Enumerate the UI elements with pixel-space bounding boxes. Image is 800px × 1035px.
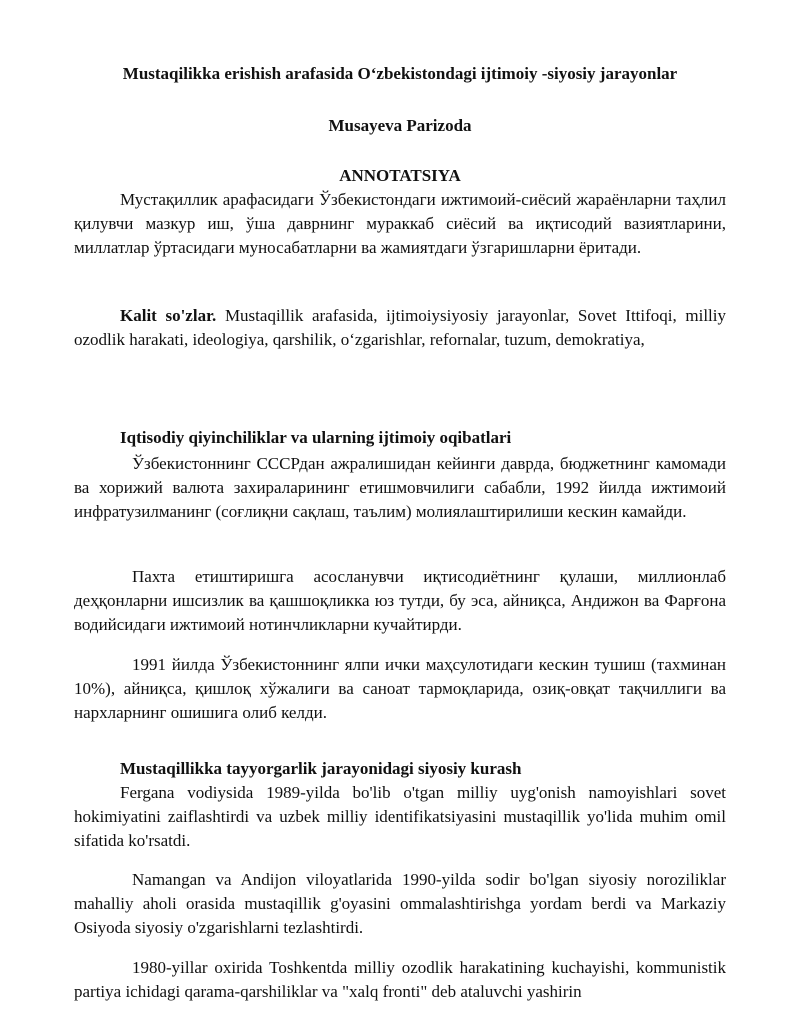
paragraph: 1991 йилда Ўзбекистоннинг ялпи ички маҳсулотидаги кескин тушиш (тахминан 10%), айниқса, қишлоқ хўжалиги ва саноат тармоқларида, озиқ-овқат тақчиллиги ва нархларнинг ошишига олиб келди. [74,655,726,722]
annotation-heading: ANNOTATSIYA [339,166,461,185]
paragraph: Fergana vodiysida 1989-yilda bo'lib o'tgan milliy uyg'onish namoyishlari sovet hokimiyatini zaiflashtirdi va uzbek milliy identifikatsiyasini mustaqillik yo'lida muhim omil sifatida ko'rsatdi. [74,783,726,850]
section-heading-economic: Iqtisodiy qiyinchiliklar va ularning ijtimoiy oqibatlari [120,428,512,447]
document-title: Mustaqilikka erishish arafasida O‘zbekistondagi ijtimoiy -siyosiy jarayonlar [122,64,678,83]
keywords-paragraph [74,304,726,352]
paragraph: Namangan va Andijon viloyatlarida 1990-yilda sodir bo'lgan siyosiy noroziliklar mahalliy aholi orasida mustaqillik g'oyasini ommalashtirishga yordam berdi va Markaziy Osiyoda siyosiy o'zgarishlarni tezlashtirdi. [74,870,726,937]
paragraph: Ўзбекистоннинг СССРдан ажралишидан кейинги даврда, бюджетнинг камомади ва хорижий валюта захираларининг етишмовчилиги сабабли, 1992 йилда ижтимоий инфратузилманинг (соғлиқни сақлаш, таълим) молиялаштирилиши кескин камайди. [74,454,726,521]
paragraph: 1980-yillar oxirida Toshkentda milliy ozodlik harakatining kuchayishi, kommunistik partiya ichidagi qarama-qarshiliklar va "xalq fronti" deb ataluvchi yashirin [74,958,726,1001]
section-heading-political: Mustaqillikka tayyorgarlik jarayonidagi siyosiy kurash [120,759,522,778]
keywords-label: Kalit so'zlar. [120,306,217,325]
paragraph: Пахта етиштиришга асосланувчи иқтисодиётнинг қулаши, миллионлаб деҳқонларни ишсизлик ва қашшоқликка юз тутди, бу эса, айниқса, Андижон ва Фарғона водийсидаги ижтимоий нотинчликларни кучайтирди. [74,567,726,634]
keywords-text: Mustaqillik arafasida, ijtimoiysiyosiy jarayonlar, Sovet Ittifoqi, milliy ozodlik harakati, ideologiya, qarshilik, o‘zgarishlar, refornalar, tuzum, demokratiya, [74,306,726,349]
annotation-text: Мустақиллик арафасидаги Ўзбекистондаги ижтимоий-сиёсий жараёнларни таҳлил қилувчи мазкур иш, ўша даврнинг мураккаб сиёсий ва иқтисодий вазиятларини, миллатлар ўртасидаги муносабатларни ва жамиятдаги ўзгаришларни ёритади. [74,190,726,257]
author-name: Musayeva Parizoda [328,116,472,135]
